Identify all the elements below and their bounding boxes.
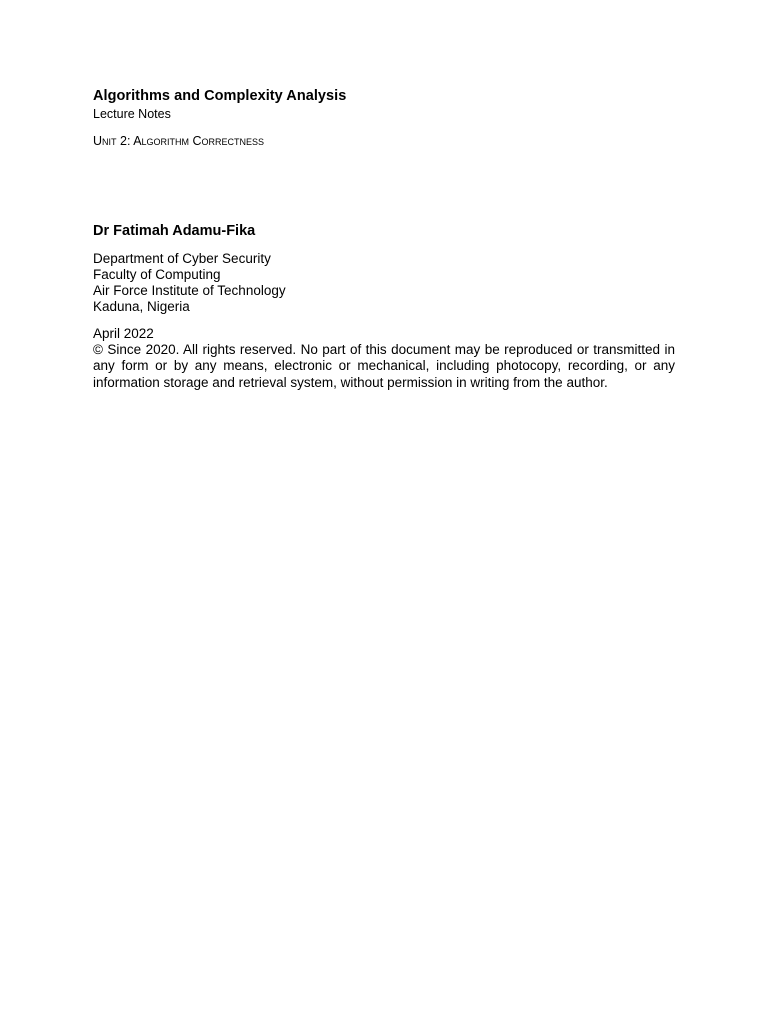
- author-name: Dr Fatimah Adamu-Fika: [93, 223, 256, 239]
- affiliation-location: Kaduna, Nigeria: [93, 299, 190, 314]
- affiliation-faculty: Faculty of Computing: [93, 267, 221, 282]
- author-affiliation: [93, 251, 675, 315]
- publication-date: April 2022: [93, 326, 154, 341]
- affiliation-department: Department of Cyber Security: [93, 251, 271, 266]
- unit-heading: Unit 2: Algorithm Correctness: [93, 134, 265, 148]
- document-title: Algorithms and Complexity Analysis: [93, 88, 347, 104]
- document-subtitle: Lecture Notes: [93, 107, 171, 121]
- title-page-content: [93, 87, 675, 391]
- affiliation-institution: Air Force Institute of Technology: [93, 283, 286, 298]
- copyright-notice: © Since 2020. All rights reserved. No part of this document may be reproduced or transmitted in any form or by any means, electronic or mechanical, including photocopy, recording, or any information storage and retrieval system, without permission in writing from the author.: [93, 342, 675, 390]
